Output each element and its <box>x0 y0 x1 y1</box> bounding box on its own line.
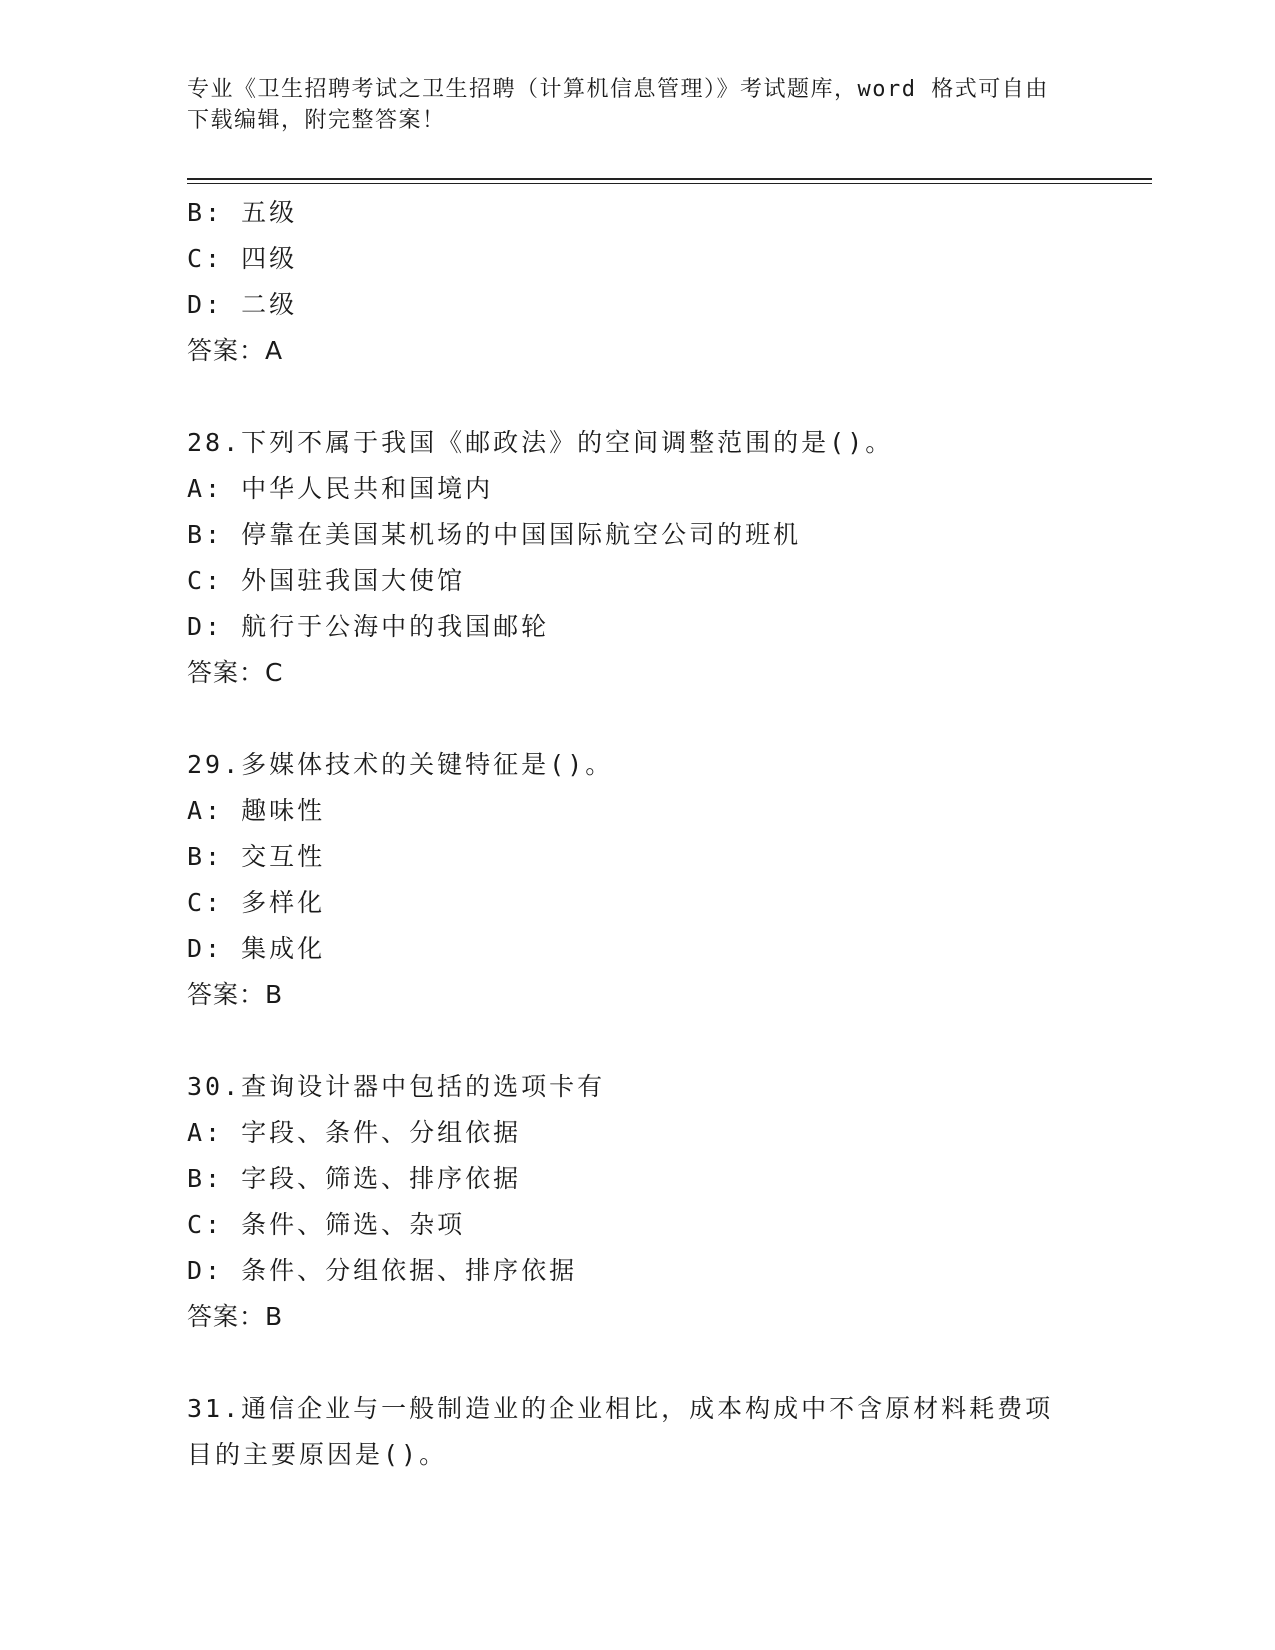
answer: 答案：B <box>187 980 284 1009</box>
header-divider <box>187 178 1152 180</box>
spacer <box>187 696 1087 742</box>
question-stem: 30.查询设计器中包括的选项卡有 <box>187 1072 606 1101</box>
question-30 <box>187 1064 1087 1340</box>
document-header: 专业《卫生招聘考试之卫生招聘（计算机信息管理）》考试题库，word 格式可自由下载编辑，附完整答案！ <box>187 77 1049 133</box>
option-d: D: 条件、分组依据、排序依据 <box>187 1256 578 1285</box>
spacer <box>187 374 1087 420</box>
answer: 答案：A <box>187 336 284 365</box>
option-b: B: 字段、筛选、排序依据 <box>187 1164 522 1193</box>
option-c: C: 外国驻我国大使馆 <box>187 566 466 595</box>
option-a: A: 中华人民共和国境内 <box>187 474 494 503</box>
spacer <box>187 1340 1087 1386</box>
option-b: B: 交互性 <box>187 842 326 871</box>
spacer <box>187 1018 1087 1064</box>
header-divider-thin <box>187 183 1152 184</box>
answer: 答案：C <box>187 658 284 687</box>
answer: 答案：B <box>187 1302 284 1331</box>
question-stem: 28.下列不属于我国《邮政法》的空间调整范围的是()。 <box>187 428 894 457</box>
option-c: C: 四级 <box>187 244 298 273</box>
question-list <box>187 190 1087 1478</box>
question-27 <box>187 190 1087 374</box>
option-c: C: 条件、筛选、杂项 <box>187 1210 466 1239</box>
question-stem: 29.多媒体技术的关键特征是()。 <box>187 750 614 779</box>
question-stem: 31.通信企业与一般制造业的企业相比，成本构成中不含原材料耗费项目的主要原因是()。 <box>187 1394 1054 1469</box>
option-a: A: 趣味性 <box>187 796 326 825</box>
option-d: D: 二级 <box>187 290 298 319</box>
option-d: D: 集成化 <box>187 934 326 963</box>
option-b: B: 停靠在美国某机场的中国国际航空公司的班机 <box>187 520 802 549</box>
option-d: D: 航行于公海中的我国邮轮 <box>187 612 550 641</box>
question-28 <box>187 420 1087 696</box>
question-29 <box>187 742 1087 1018</box>
option-a: A: 字段、条件、分组依据 <box>187 1118 522 1147</box>
option-c: C: 多样化 <box>187 888 326 917</box>
question-31 <box>187 1386 1087 1478</box>
option-b: B: 五级 <box>187 198 298 227</box>
